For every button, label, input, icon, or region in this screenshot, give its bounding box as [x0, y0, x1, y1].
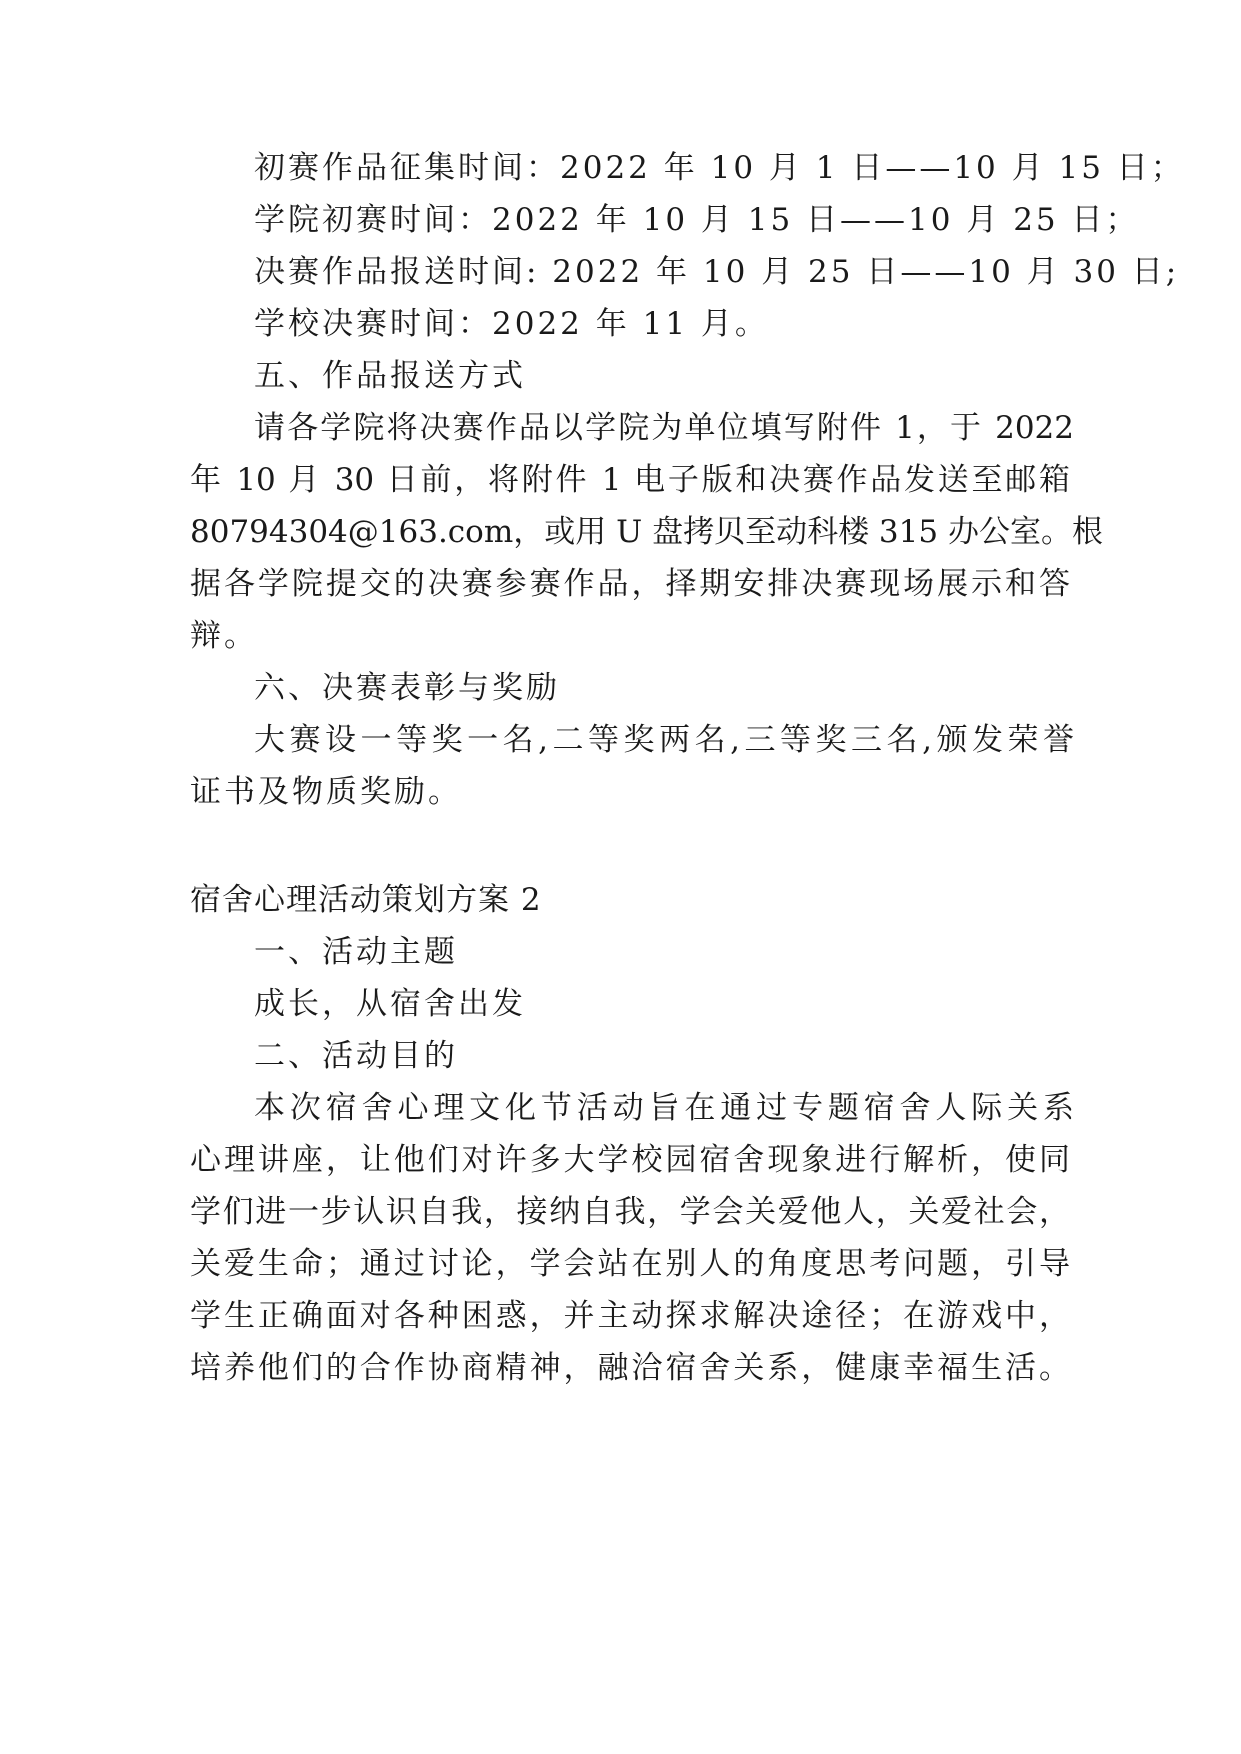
paragraph-line: 辩。 — [190, 618, 258, 654]
section-heading-purpose: 二、活动目的 — [254, 1038, 458, 1074]
paragraph-line: 心理讲座，让他们对许多大学校园宿舍现象进行解析，使同 — [190, 1142, 1070, 1178]
schedule-line-final-submission: 决赛作品报送时间: 2022 年 10 月 25 日——10 月 30 日; — [254, 254, 1180, 290]
theme-text: 成长，从宿舍出发 — [254, 986, 526, 1022]
schedule-line-preliminary-collection: 初赛作品征集时间：2022 年 10 月 1 日——10 月 15 日； — [254, 150, 1185, 186]
paragraph-line: 本次宿舍心理文化节活动旨在通过专题宿舍人际关系 — [254, 1090, 1074, 1126]
paragraph-line: 请各学院将决赛作品以学院为单位填写附件 1，于 2022 — [254, 410, 1074, 446]
schedule-line-college-preliminary: 学院初赛时间：2022 年 10 月 15 日——10 月 25 日； — [254, 202, 1140, 238]
schedule-line-school-final: 学校决赛时间：2022 年 11 月。 — [254, 306, 769, 342]
document-title-plan-2: 宿舍心理活动策划方案 2 — [190, 882, 542, 918]
paragraph-line: 据各学院提交的决赛参赛作品，择期安排决赛现场展示和答 — [190, 566, 1070, 602]
section-heading-theme: 一、活动主题 — [254, 934, 458, 970]
paragraph-line: 80794304@163.com，或用 U 盘拷贝至动科楼 315 办公室。根 — [190, 514, 1103, 550]
paragraph-line: 年 10 月 30 日前，将附件 1 电子版和决赛作品发送至邮箱 — [190, 462, 1070, 498]
paragraph-line: 培养他们的合作协商精神，融洽宿舍关系，健康幸福生活。 — [190, 1350, 1070, 1386]
paragraph-line: 关爱生命；通过讨论，学会站在别人的角度思考问题，引导 — [190, 1246, 1070, 1282]
section-heading-awards: 六、决赛表彰与奖励 — [254, 670, 560, 706]
section-heading-submission-method: 五、作品报送方式 — [254, 358, 526, 394]
paragraph-line: 证书及物质奖励。 — [190, 774, 462, 810]
paragraph-line: 学们进一步认识自我，接纳自我，学会关爱他人，关爱社会， — [190, 1194, 1070, 1230]
paragraph-line: 大赛设一等奖一名,二等奖两名,三等奖三名,颁发荣誉 — [254, 722, 1074, 758]
paragraph-line: 学生正确面对各种困惑，并主动探求解决途径；在游戏中， — [190, 1298, 1070, 1334]
